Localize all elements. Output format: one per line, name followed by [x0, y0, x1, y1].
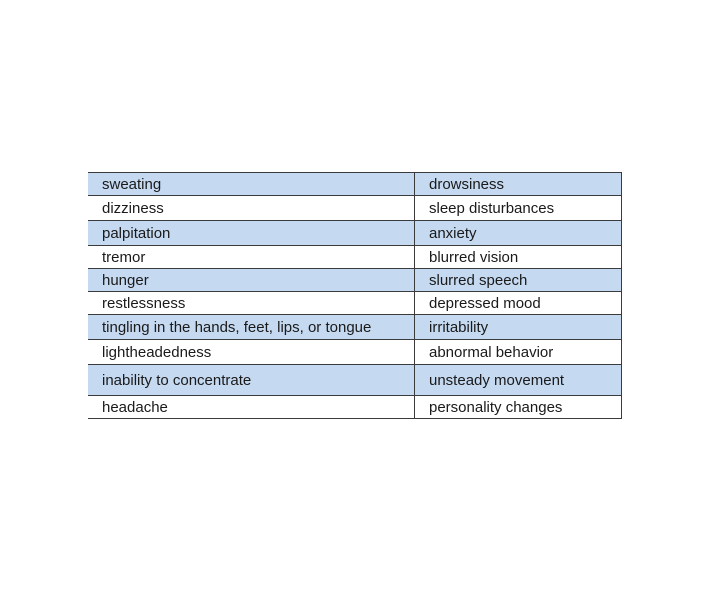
- table-cell-left: hunger: [88, 269, 415, 292]
- table-cell-right: slurred speech: [415, 269, 622, 292]
- table-cell-left: restlessness: [88, 292, 415, 315]
- table-cell-left: headache: [88, 396, 415, 419]
- table-cell-right: blurred vision: [415, 246, 622, 269]
- table-cell-left: lightheadedness: [88, 340, 415, 365]
- table-cell-left: tingling in the hands, feet, lips, or tongue: [88, 315, 415, 340]
- table-cell-right: sleep disturbances: [415, 196, 622, 221]
- table-cell-right: irritability: [415, 315, 622, 340]
- table-row: [88, 340, 622, 365]
- table-row: [88, 269, 622, 292]
- symptom-table-body: [88, 173, 622, 419]
- table-row: [88, 365, 622, 396]
- table-cell-left: inability to concentrate: [88, 365, 415, 396]
- table-row: [88, 221, 622, 246]
- table-row: [88, 173, 622, 196]
- table-row: [88, 292, 622, 315]
- table-cell-left: sweating: [88, 173, 415, 196]
- table-row: [88, 315, 622, 340]
- table-row: [88, 246, 622, 269]
- table-row: [88, 396, 622, 419]
- table-cell-right: abnormal behavior: [415, 340, 622, 365]
- table-cell-right: unsteady movement: [415, 365, 622, 396]
- table-cell-left: palpitation: [88, 221, 415, 246]
- table-cell-left: tremor: [88, 246, 415, 269]
- table-cell-right: anxiety: [415, 221, 622, 246]
- table-cell-right: personality changes: [415, 396, 622, 419]
- table-cell-right: depressed mood: [415, 292, 622, 315]
- symptom-table: [88, 172, 622, 419]
- table-cell-right: drowsiness: [415, 173, 622, 196]
- table-cell-left: dizziness: [88, 196, 415, 221]
- table-row: [88, 196, 622, 221]
